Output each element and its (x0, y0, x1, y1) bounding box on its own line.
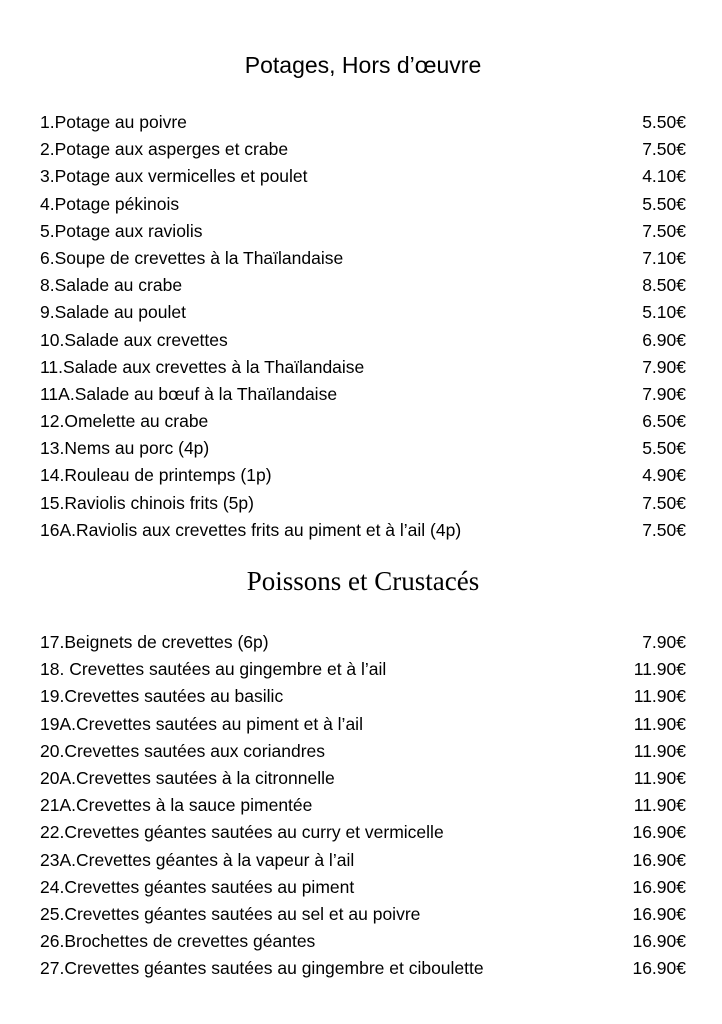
menu-item-row (40, 819, 686, 846)
menu-item-price: 11.90€ (633, 740, 686, 761)
menu-item-label: 1.Potage au poivre (40, 112, 187, 132)
menu-item-row (40, 792, 686, 819)
menu-item-label: 20A.Crevettes sautées à la citronnelle (40, 767, 335, 788)
menu-item-row (40, 381, 686, 408)
menu-item-row (40, 435, 686, 462)
menu-item-label: 17.Beignets de crevettes (6p) (40, 632, 269, 652)
menu-item-price: 7.90€ (642, 356, 686, 377)
menu-item-row (40, 683, 686, 710)
menu-item-price: 16.90€ (632, 822, 686, 843)
menu-item-label: 11A.Salade au bœuf à la Thaïlandaise (40, 383, 338, 404)
menu-item-label: 21A.Crevettes à la sauce pimentée (40, 795, 313, 816)
menu-item-price: 16.90€ (632, 931, 686, 952)
menu-item-label: 13.Nems au porc (4p) (40, 438, 210, 459)
menu-item-row (40, 656, 686, 683)
menu-item-label: 4.Potage pékinois (40, 193, 180, 214)
menu-item-label: 22.Crevettes géantes sautées au curry et vermicelle (40, 822, 444, 843)
menu-item-label: 8.Salade au crabe (40, 275, 183, 296)
section-items-poissons (40, 629, 686, 982)
menu-item-price: 5.50€ (642, 438, 686, 459)
menu-item-price: 7.50€ (642, 139, 686, 160)
menu-item-label: 5.Potage aux raviolis (40, 220, 203, 241)
menu-item-price: 7.90€ (642, 632, 686, 652)
menu-item-row (40, 272, 686, 299)
menu-item-price: 16.90€ (632, 903, 686, 924)
menu-item-label: 26.Brochettes de crevettes géantes (40, 931, 316, 952)
menu-item-price: 11.90€ (633, 767, 686, 788)
menu-item-label: 19A.Crevettes sautées au piment et à l’ail (40, 713, 363, 734)
menu-section-potages (40, 52, 686, 544)
menu-item-price: 11.90€ (633, 659, 686, 680)
menu-item-price: 4.10€ (642, 166, 686, 187)
menu-item-label: 23A.Crevettes géantes à la vapeur à l’ail (40, 849, 355, 870)
menu-item-row (40, 136, 686, 163)
menu-item-label: 27.Crevettes géantes sautées au gingembre et ciboulette (40, 958, 484, 979)
menu-item-price: 8.50€ (642, 275, 686, 296)
menu-item-row (40, 109, 686, 136)
section-title-potages: Potages, Hors d’œuvre (244, 52, 482, 78)
section-items-potages (40, 109, 686, 544)
menu-item-label: 15.Raviolis chinois frits (5p) (40, 492, 254, 513)
menu-item-label: 9.Salade au poulet (40, 302, 186, 323)
menu-item-label: 24.Crevettes géantes sautées au piment (40, 876, 355, 897)
menu-item-row (40, 299, 686, 326)
menu-item-label: 11.Salade aux crevettes à la Thaïlandaise (40, 356, 365, 377)
menu-item-row (40, 847, 686, 874)
menu-item-row (40, 738, 686, 765)
menu-item-price: 11.90€ (633, 795, 686, 816)
menu-item-price: 16.90€ (632, 849, 686, 870)
menu-item-row (40, 191, 686, 218)
menu-item-row (40, 765, 686, 792)
menu-item-label: 3.Potage aux vermicelles et poulet (40, 166, 308, 187)
menu-item-label: 14.Rouleau de printemps (1p) (40, 465, 272, 486)
menu-item-row (40, 327, 686, 354)
menu-item-label: 2.Potage aux asperges et crabe (40, 139, 289, 160)
menu-section-poissons (40, 566, 686, 982)
menu-item-row (40, 711, 686, 738)
menu-item-price: 7.90€ (642, 383, 686, 404)
menu-item-price: 7.50€ (642, 220, 686, 241)
menu-item-row (40, 163, 686, 190)
menu-item-price: 16.90€ (632, 958, 686, 979)
menu-item-row (40, 408, 686, 435)
menu-item-row (40, 629, 686, 656)
menu-item-label: 20.Crevettes sautées aux coriandres (40, 740, 326, 761)
menu-item-price: 5.10€ (642, 302, 686, 323)
menu-item-price: 7.50€ (642, 519, 686, 540)
menu-item-label: 10.Salade aux crevettes (40, 329, 228, 350)
menu-item-row (40, 462, 686, 489)
menu-item-label: 12.Omelette au crabe (40, 411, 209, 432)
menu-item-label: 18. Crevettes sautées au gingembre et à l’ail (40, 659, 387, 680)
menu-item-label: 25.Crevettes géantes sautées au sel et au poivre (40, 903, 421, 924)
menu-item-price: 16.90€ (632, 876, 686, 897)
menu-item-row (40, 901, 686, 928)
menu-item-label: 16A.Raviolis aux crevettes frits au piment et à l’ail (4p) (40, 519, 462, 540)
menu-item-row (40, 874, 686, 901)
menu-item-price: 6.50€ (642, 411, 686, 432)
menu-item-row (40, 490, 686, 517)
menu-item-row (40, 218, 686, 245)
menu-item-row (40, 517, 686, 544)
menu-item-price: 11.90€ (633, 686, 686, 707)
menu-item-row (40, 245, 686, 272)
menu-item-row (40, 928, 686, 955)
menu-item-label: 19.Crevettes sautées au basilic (40, 686, 284, 707)
menu-item-price: 5.50€ (642, 112, 686, 132)
section-title-poissons: Poissons et Crustacés (246, 566, 480, 596)
menu-item-price: 7.50€ (642, 492, 686, 513)
menu-item-row (40, 955, 686, 982)
menu-item-price: 6.90€ (642, 329, 686, 350)
menu-item-row (40, 354, 686, 381)
menu-item-label: 6.Soupe de crevettes à la Thaïlandaise (40, 247, 344, 268)
menu-item-price: 11.90€ (633, 713, 686, 734)
menu-item-price: 4.90€ (642, 465, 686, 486)
menu-item-price: 5.50€ (642, 193, 686, 214)
menu-item-price: 7.10€ (642, 247, 686, 268)
